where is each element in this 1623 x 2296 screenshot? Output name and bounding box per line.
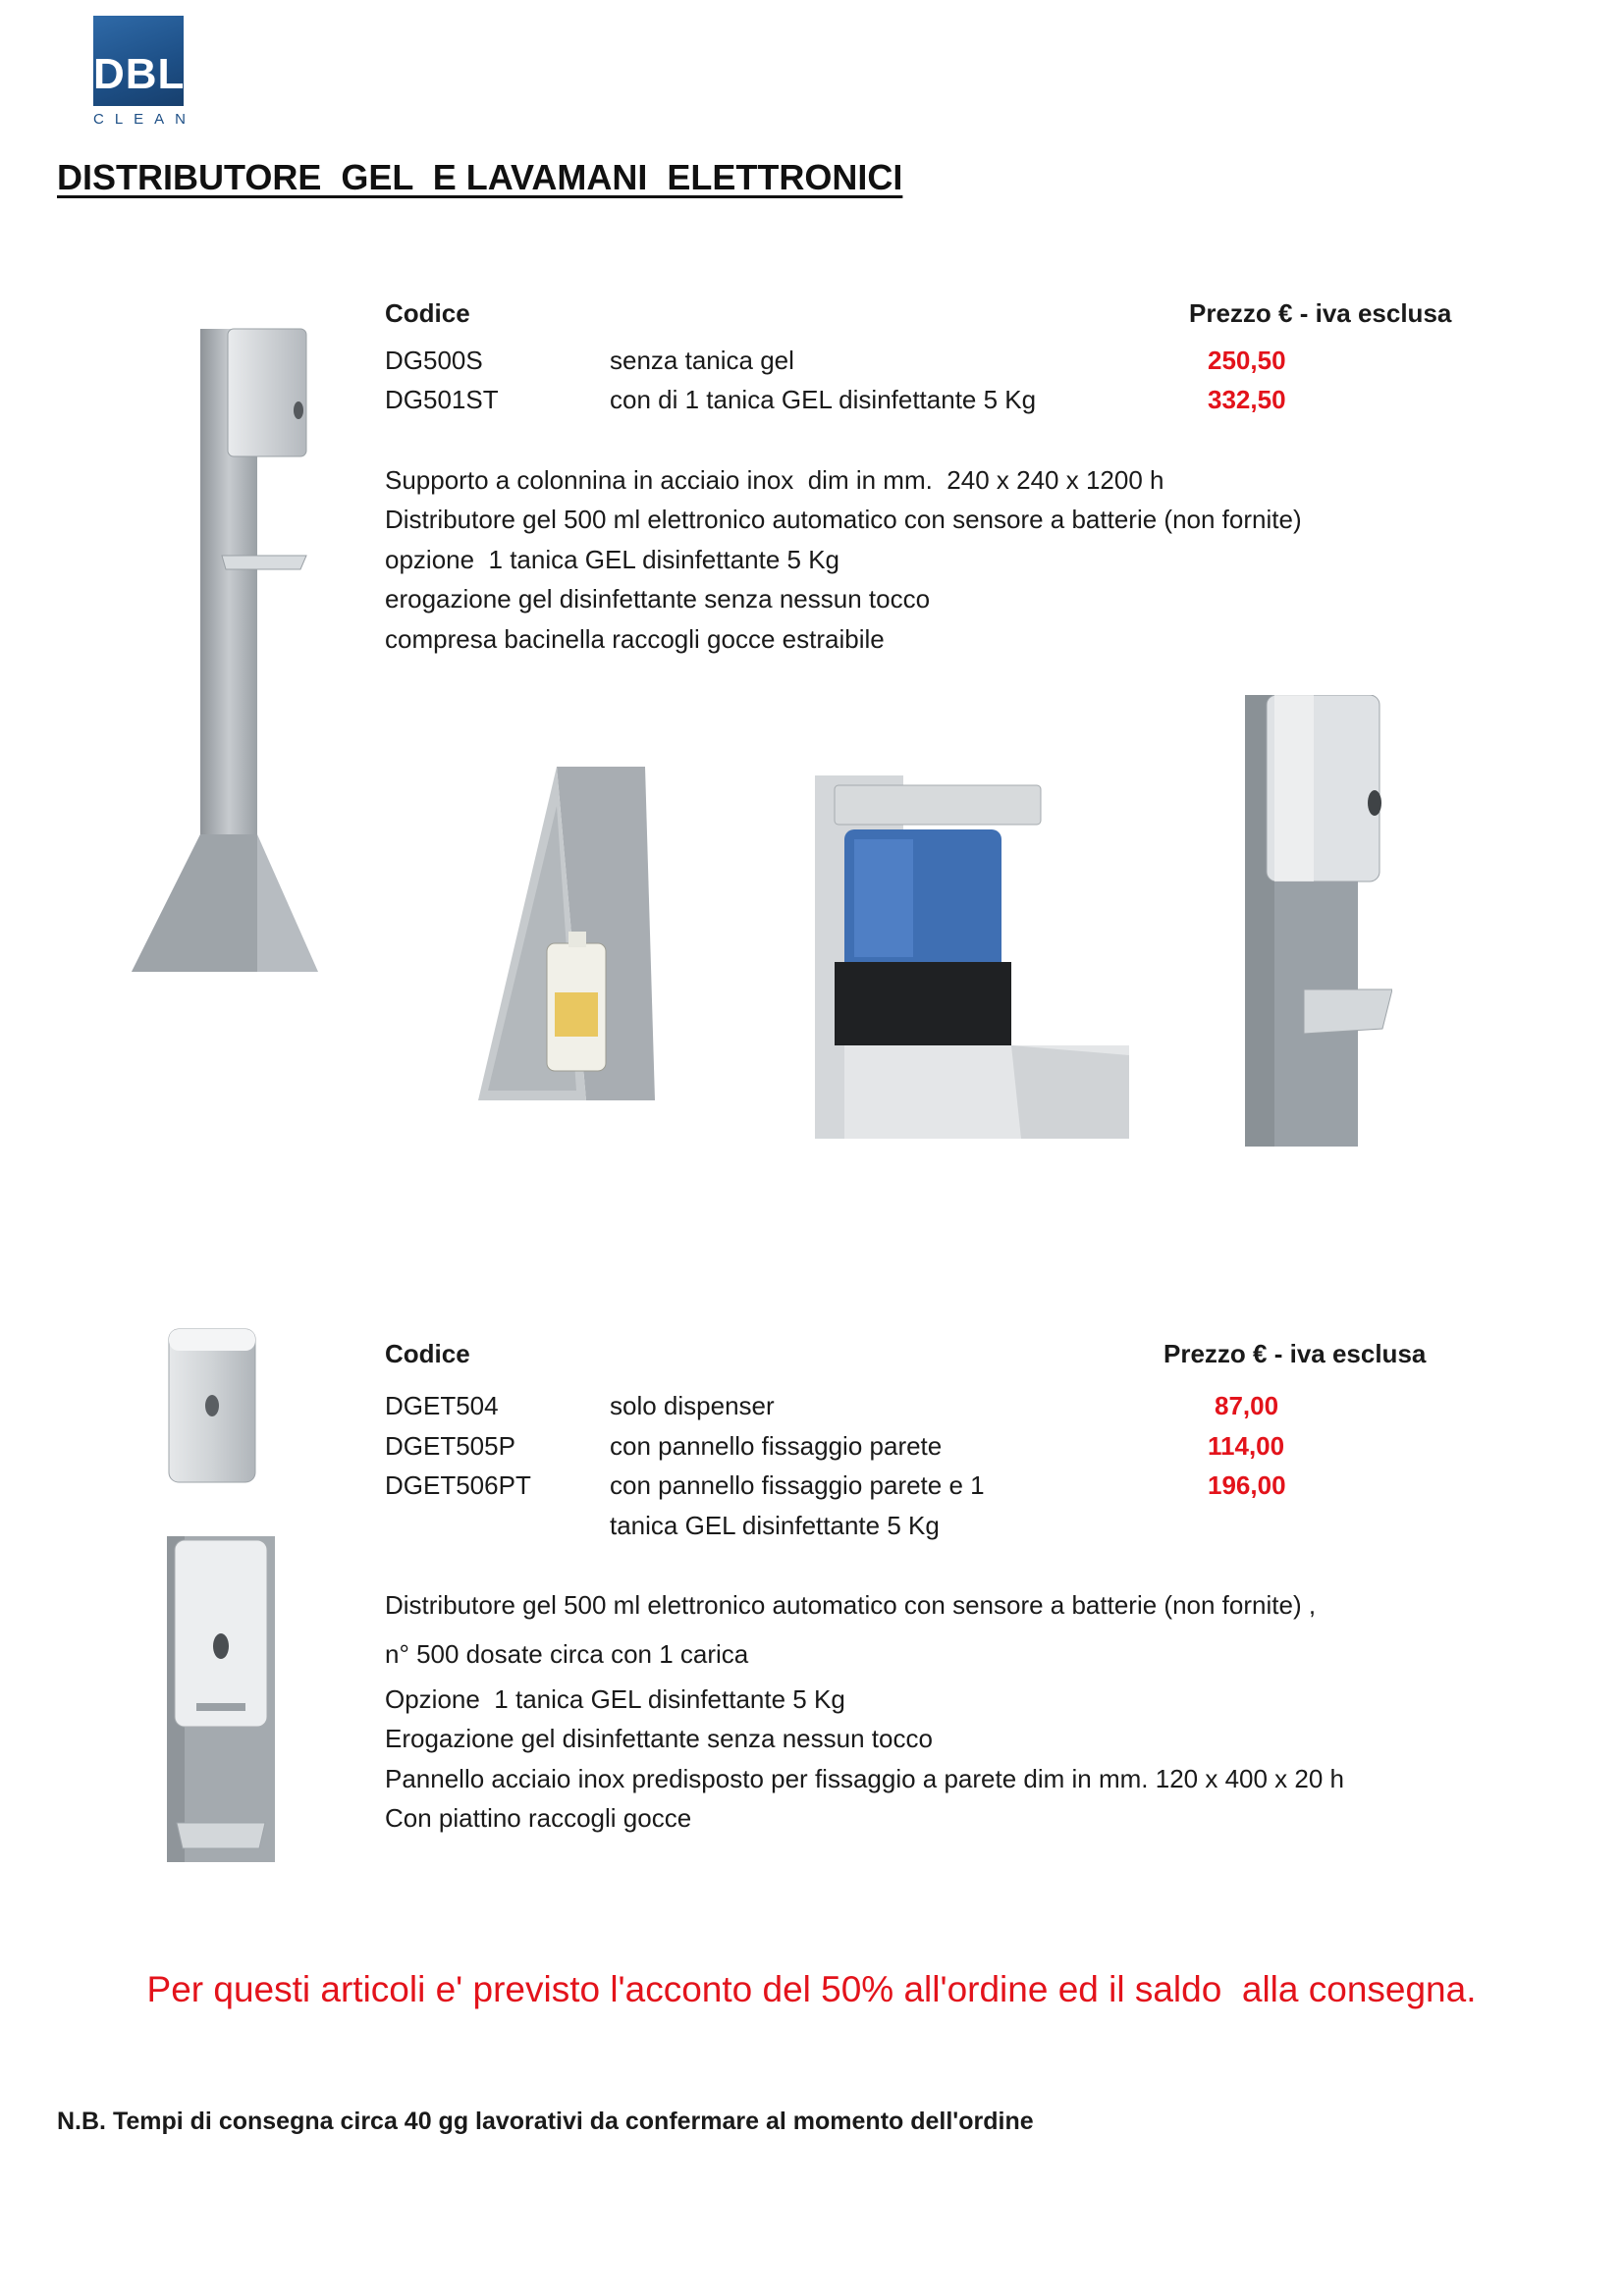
s2-row2-code: DGET505P xyxy=(385,1431,515,1461)
s2-desc-line: n° 500 dosate circa con 1 carica xyxy=(385,1639,749,1669)
delivery-footnote: N.B. Tempi di consegna circa 40 gg lavorativi da confermare al momento dell'ordine xyxy=(57,2108,1034,2135)
s2-row1-price: 87,00 xyxy=(1215,1391,1279,1420)
dispenser-image xyxy=(167,1327,257,1484)
section1-code-header: Codice xyxy=(385,298,470,328)
page-title: DISTRIBUTORE GEL E LAVAMANI ELETTRONICI xyxy=(57,157,903,197)
s1-row2-price: 332,50 xyxy=(1208,385,1286,414)
s2-row1-desc: solo dispenser xyxy=(610,1391,775,1420)
section1-price-header: Prezzo € - iva esclusa xyxy=(1189,298,1452,328)
s1-row1-desc: senza tanica gel xyxy=(610,346,794,375)
s2-desc-line: Distributore gel 500 ml elettronico automatico con sensore a batterie (non fornite) , xyxy=(385,1590,1317,1620)
s2-row3-price: 196,00 xyxy=(1208,1470,1286,1500)
s1-desc-line: Supporto a colonnina in acciaio inox dim in mm. 240 x 240 x 1200 h xyxy=(385,465,1164,495)
s2-row3-desc: con pannello fissaggio parete e 1 xyxy=(610,1470,985,1500)
s1-row1-code: DG500S xyxy=(385,346,483,375)
section2-code-header: Codice xyxy=(385,1339,470,1368)
s2-desc-line: Pannello acciaio inox predisposto per fissaggio a parete dim in mm. 120 x 400 x 20 h xyxy=(385,1764,1345,1793)
s1-desc-line: erogazione gel disinfettante senza nessun tocco xyxy=(385,584,931,614)
logo-subtitle: CLEAN xyxy=(93,111,197,128)
payment-notice: Per questi articoli e' previsto l'acconto del 50% all'ordine ed il saldo alla consegna. xyxy=(146,1969,1477,2009)
s1-row1-price: 250,50 xyxy=(1208,346,1286,375)
logo-name: DBL xyxy=(93,50,186,98)
s2-desc-line: Opzione 1 tanica GEL disinfettante 5 Kg xyxy=(385,1684,845,1714)
s2-row3-code: DGET506PT xyxy=(385,1470,531,1500)
s2-row2-price: 114,00 xyxy=(1208,1431,1285,1461)
s1-desc-line: compresa bacinella raccogli gocce estraibile xyxy=(385,624,885,654)
s1-desc-line: opzione 1 tanica GEL disinfettante 5 Kg xyxy=(385,545,840,574)
s1-row2-code: DG501ST xyxy=(385,385,499,414)
stand-base-detail-image xyxy=(478,767,665,1100)
s1-desc-line: Distributore gel 500 ml elettronico automatico con sensore a batterie (non fornite) xyxy=(385,505,1302,534)
brand-logo xyxy=(93,16,184,106)
s2-row2-desc: con pannello fissaggio parete xyxy=(610,1431,943,1461)
s2-desc-line: Con piattino raccogli gocce xyxy=(385,1803,692,1833)
open-dispenser-image xyxy=(795,775,1129,1139)
section2-price-header: Prezzo € - iva esclusa xyxy=(1163,1339,1427,1368)
column-stand-image xyxy=(132,324,318,976)
s2-row3-desc-cont: tanica GEL disinfettante 5 Kg xyxy=(610,1511,940,1540)
s1-row2-desc: con di 1 tanica GEL disinfettante 5 Kg xyxy=(610,385,1037,414)
s2-desc-line: Erogazione gel disinfettante senza nessun tocco xyxy=(385,1724,933,1753)
s2-row1-code: DGET504 xyxy=(385,1391,499,1420)
column-stand-dispenser-image xyxy=(1245,695,1392,1147)
wall-panel-dispenser-image xyxy=(167,1536,275,1862)
